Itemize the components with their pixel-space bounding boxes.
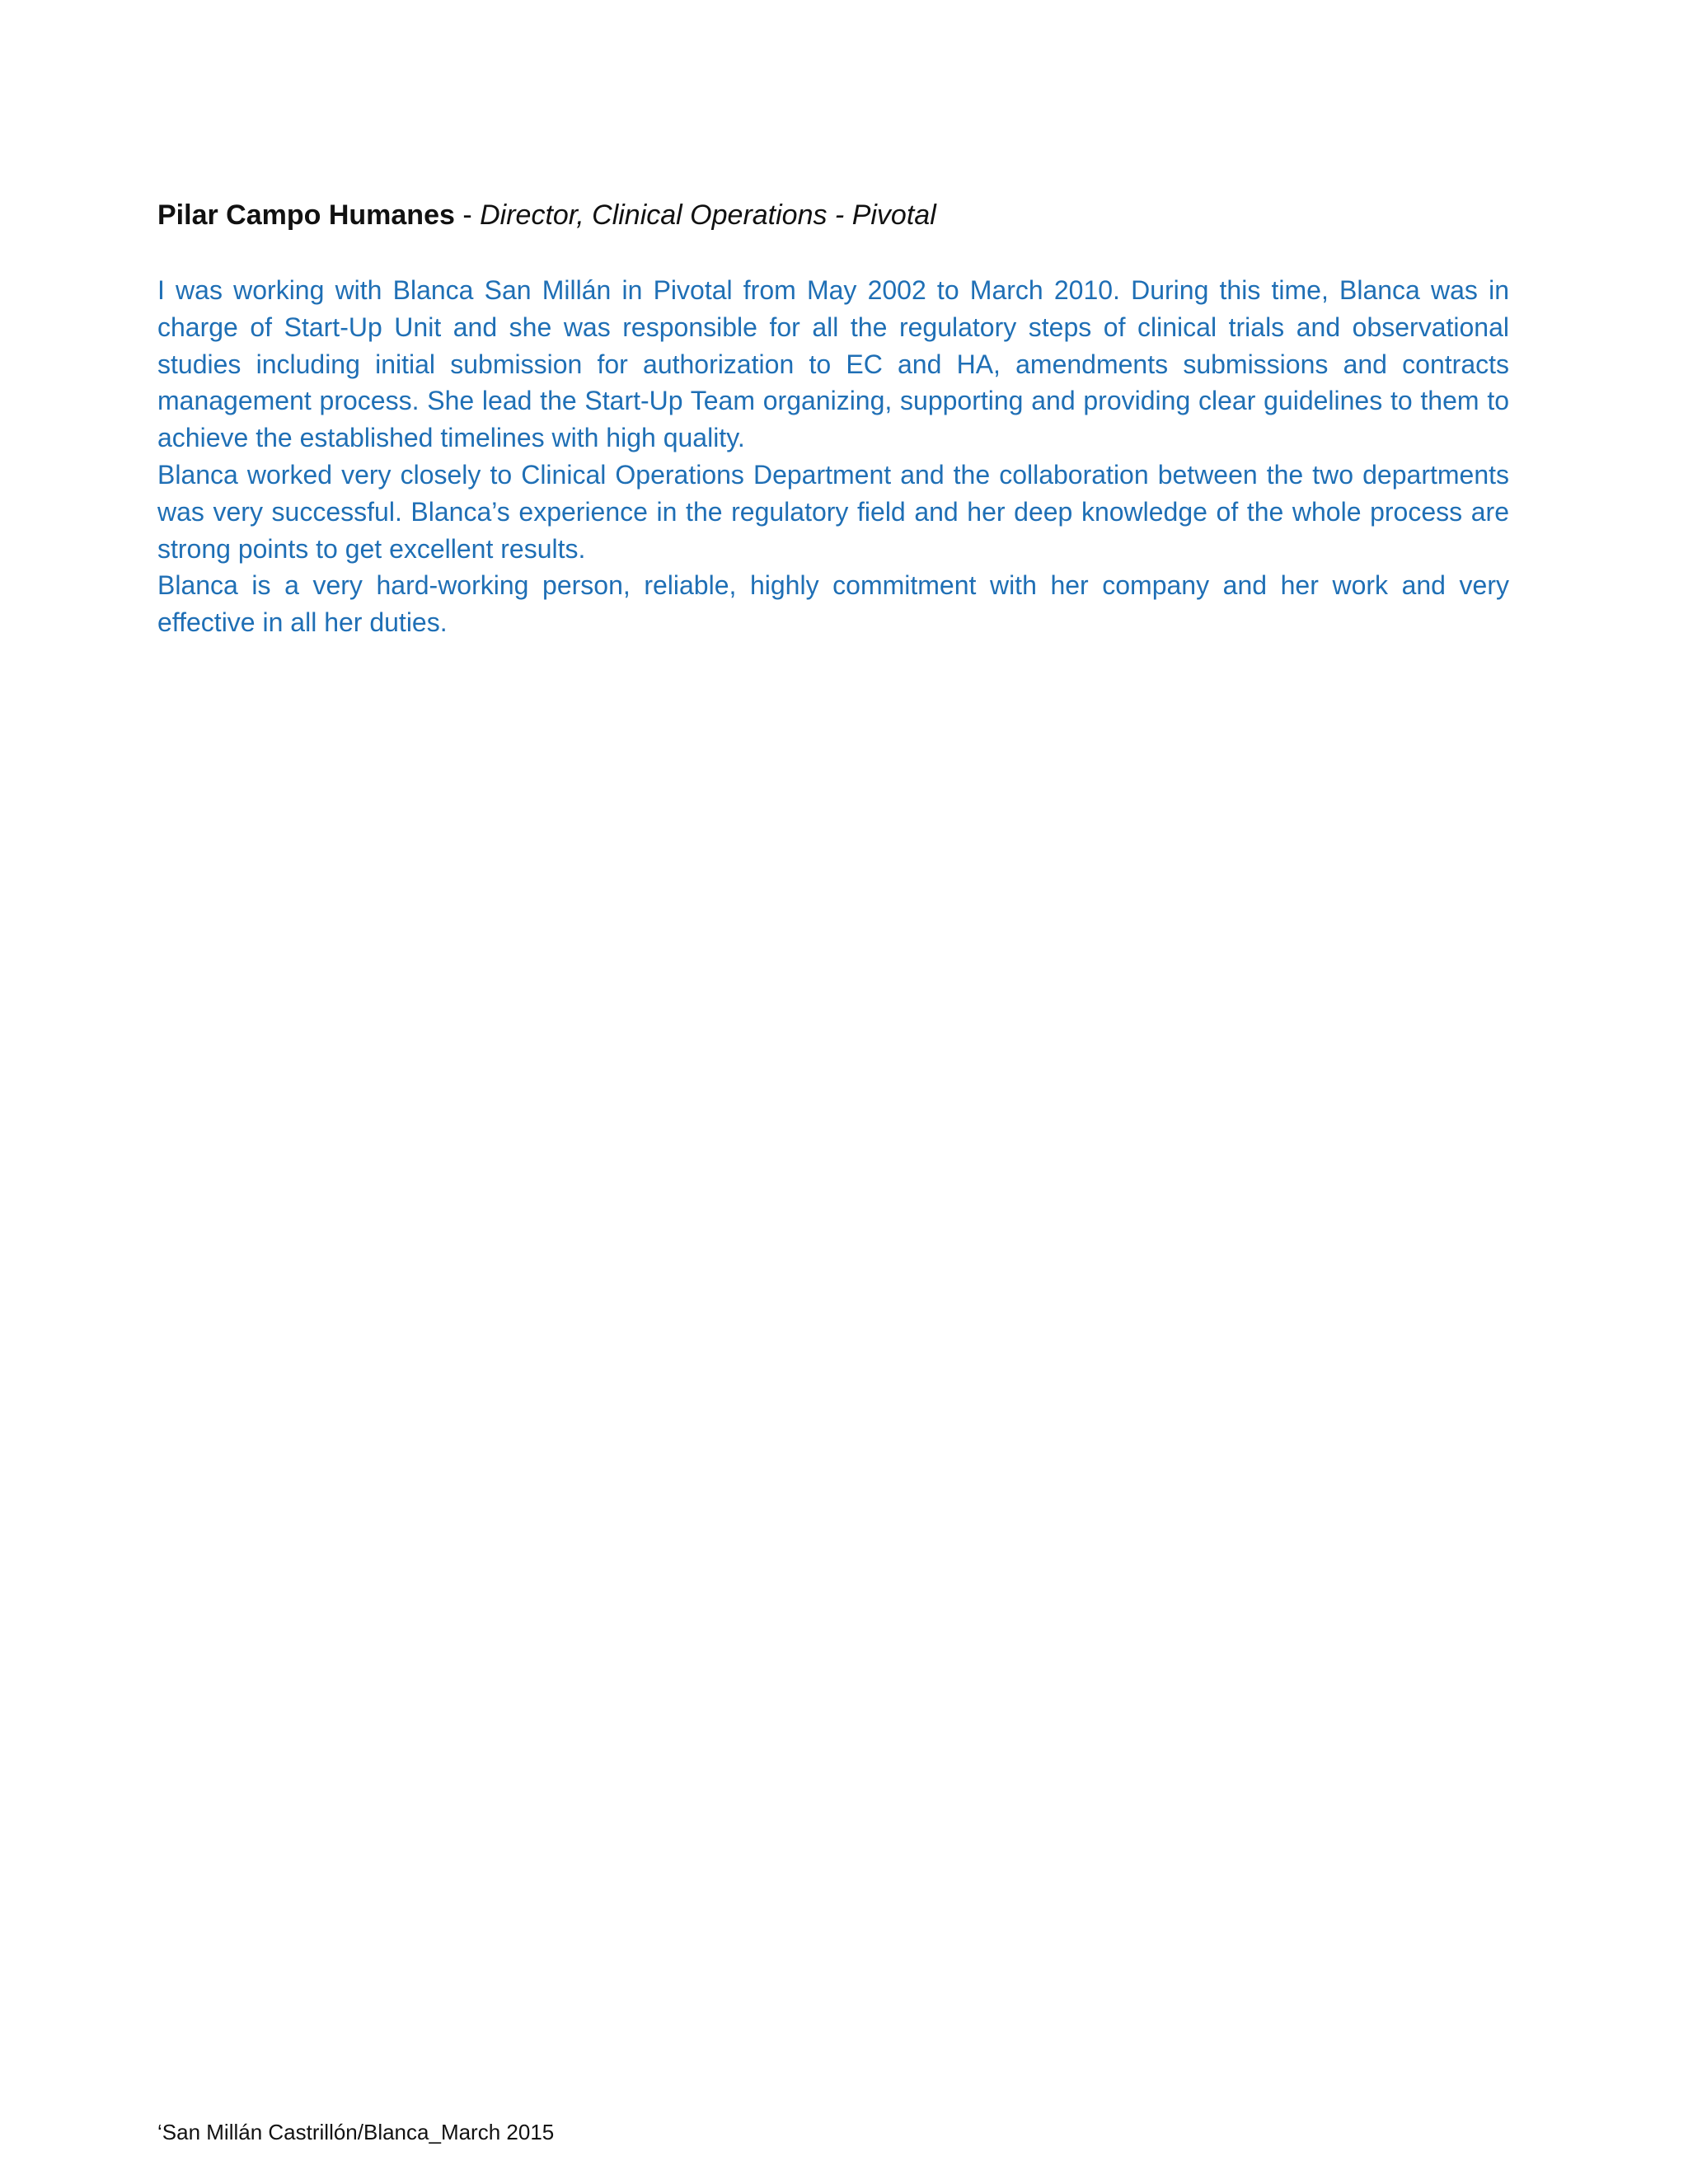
recommendation-body (157, 272, 1509, 641)
recommendation-heading (157, 195, 1509, 235)
recommendation-paragraph-2: Blanca worked very closely to Clinical Operations Department and the collaboration between the two departments was very successful. Blanca’s experience in the regulatory field and her deep knowledge of the whole process are strong points to get excellent results. (157, 459, 1509, 564)
author-name: Pilar Campo Humanes (157, 199, 455, 231)
author-role: Director, Clinical Operations - Pivotal (480, 199, 936, 231)
heading-separator: - (454, 199, 481, 231)
recommendation-paragraph-3: Blanca is a very hard-working person, reliable, highly commitment with her company and her work and very effective in all her duties. (157, 570, 1509, 638)
recommendation-paragraph-1: I was working with Blanca San Millán in Pivotal from May 2002 to March 2010. During this time, Blanca was in charge of Start-Up Unit and she was responsible for all the regulatory steps of clinical trials and observational studies including initial submission for authorization to EC and HA, amendments submissions and contracts management process. She lead the Start-Up Team organizing, supporting and providing clear guidelines to them to achieve the established timelines with high quality. (157, 275, 1509, 453)
page-footer: ‘San Millán Castrillón/Blanca_March 2015 (157, 2120, 555, 2144)
